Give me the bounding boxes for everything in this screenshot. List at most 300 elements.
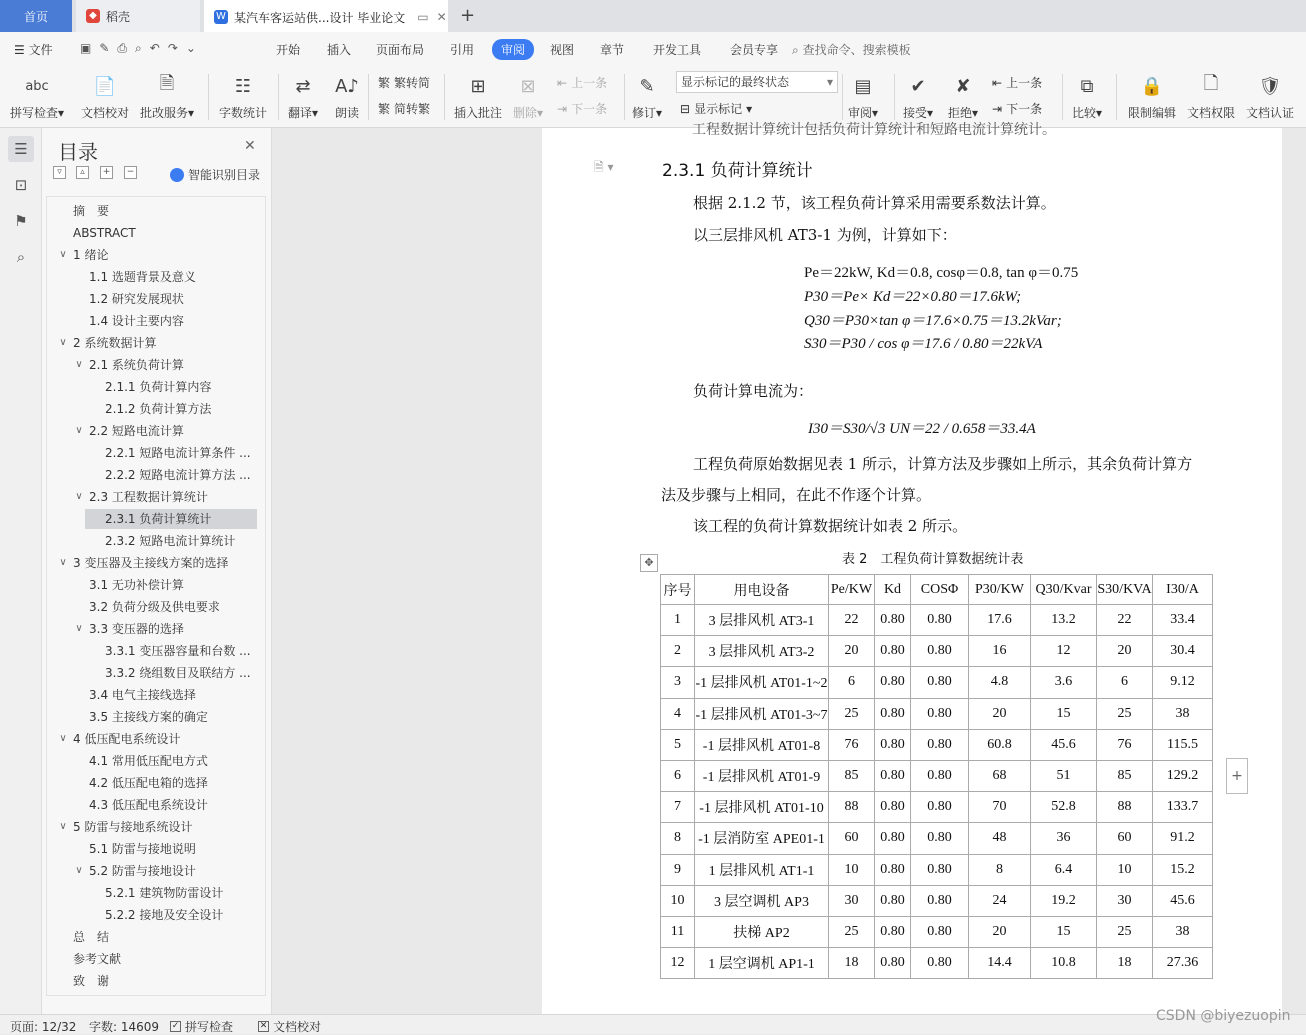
table-cell[interactable]: 6.4 — [1031, 854, 1097, 885]
doc-permission-label: 文档权限 — [1187, 106, 1236, 120]
toc-item[interactable]: 3.3 变压器的选择 — [89, 622, 184, 636]
toc-item[interactable]: 1.4 设计主要内容 — [89, 314, 184, 328]
divider — [1116, 74, 1117, 120]
table-cell[interactable]: 70 — [969, 792, 1031, 823]
toc-item[interactable]: 2.3.1 负荷计算统计 — [85, 509, 257, 529]
table-cell[interactable]: -1 层排风机 AT01-3~7 — [695, 698, 829, 729]
table-cell[interactable]: 15 — [1031, 698, 1097, 729]
table-cell[interactable]: 0.80 — [875, 667, 911, 698]
table-header-cell: COSΦ — [911, 575, 969, 605]
table-header-cell: Kd — [875, 575, 911, 605]
toc-item[interactable]: 总 结 — [73, 930, 110, 944]
annotate-service-button[interactable]: 🗎 批改服务▾ — [140, 73, 195, 120]
search-icon[interactable]: ⌕ — [16, 248, 26, 266]
table-cell[interactable]: 7 — [661, 792, 695, 823]
table-cell[interactable]: 20 — [829, 636, 875, 667]
tab-document-label: 某汽车客运站供...设计 毕业论文 — [234, 10, 406, 25]
paragraph: 法及步骤与上相同，在此不作逐个计算。 — [661, 486, 932, 504]
table-cell[interactable]: 33.4 — [1153, 605, 1213, 636]
table-cell[interactable]: 9.12 — [1153, 667, 1213, 698]
table-cell[interactable]: 30.4 — [1153, 636, 1213, 667]
table-cell[interactable]: 22 — [1097, 605, 1153, 636]
add-comment-side-button[interactable]: + — [1226, 758, 1248, 794]
table-cell[interactable]: 0.80 — [911, 760, 969, 791]
table-cell[interactable]: 0.80 — [875, 916, 911, 947]
chevron-down-icon[interactable]: ∨ — [59, 249, 67, 260]
doc-certify-label: 文档认证 — [1246, 106, 1295, 120]
add-item-icon[interactable]: + — [100, 166, 113, 179]
formula-line: Q30＝P30×tan φ＝17.6×0.75＝13.2kVar; — [804, 313, 1062, 329]
traditional-convert-button[interactable] — [378, 100, 430, 117]
doc-permission-button[interactable] — [1187, 72, 1235, 122]
translate-label: 翻译 — [288, 106, 313, 120]
close-icon[interactable]: ✕ — [244, 138, 256, 154]
table-cell[interactable]: 60 — [829, 823, 875, 854]
remove-item-icon[interactable]: − — [124, 166, 137, 179]
table-cell[interactable]: 45.6 — [1031, 729, 1097, 760]
toc-panel-icon[interactable]: ☰ — [8, 136, 34, 162]
toc-item[interactable]: 5.2.2 接地及安全设计 — [105, 908, 224, 922]
toc-item[interactable]: 3.2 负荷分级及供电要求 — [89, 600, 220, 614]
next-comment-button[interactable] — [557, 100, 607, 117]
simplified-convert-button[interactable] — [378, 74, 430, 91]
menu-dev-tools[interactable]: 开发工具 — [653, 43, 702, 57]
spell-check-status[interactable] — [170, 1018, 233, 1035]
toc-item[interactable]: 2.2.1 短路电流计算条件 ... — [105, 446, 251, 460]
table-cell[interactable]: 8 — [661, 823, 695, 854]
table-cell[interactable]: 1 — [661, 605, 695, 636]
chevron-down-icon[interactable]: ∨ — [75, 425, 83, 436]
table-cell[interactable]: 0.80 — [911, 729, 969, 760]
table-cell[interactable]: 14.4 — [969, 948, 1031, 979]
toc-item[interactable]: 4.2 低压配电箱的选择 — [89, 776, 208, 790]
table-header-cell: I30/A — [1153, 575, 1213, 605]
chevron-down-icon[interactable]: ∨ — [59, 821, 67, 832]
table-cell[interactable]: 20 — [1097, 636, 1153, 667]
reject-label: 拒绝 — [948, 106, 973, 120]
table-cell[interactable]: 115.5 — [1153, 729, 1213, 760]
delete-comment-button[interactable]: ⊠ 删除▾ — [513, 72, 543, 122]
toc-item[interactable]: 2.3.2 短路电流计算统计 — [105, 534, 236, 548]
table-cell[interactable]: 25 — [1097, 698, 1153, 729]
table-cell[interactable]: -1 层排风机 AT01-10 — [695, 792, 829, 823]
toc-item[interactable]: 2.1 系统负荷计算 — [89, 358, 184, 372]
prev-comment-label: 上一条 — [571, 76, 608, 90]
table-cell[interactable]: 4.8 — [969, 667, 1031, 698]
redo-icon[interactable]: ↷ — [167, 41, 186, 55]
toc-item[interactable]: 2.1.2 负荷计算方法 — [105, 402, 212, 416]
menu-reference[interactable]: 引用 — [450, 43, 475, 57]
toc-item[interactable]: 参考文献 — [73, 952, 122, 966]
table-cell[interactable]: 36 — [1031, 823, 1097, 854]
delete-comment-icon: ⊠ — [520, 75, 536, 97]
table-cell[interactable]: 6 — [1097, 667, 1153, 698]
table-header-cell: P30/KW — [969, 575, 1031, 605]
tab-home[interactable] — [0, 0, 72, 32]
table-cell[interactable]: 38 — [1153, 916, 1213, 947]
delete-comment-label: 删除 — [513, 106, 538, 120]
revise-button[interactable]: ✎ 修订▾ — [632, 72, 662, 122]
undo-icon[interactable]: ↶ — [149, 41, 168, 55]
smart-toc-button[interactable] — [170, 166, 260, 183]
chevron-down-icon[interactable]: ∨ — [75, 623, 83, 634]
table-row — [661, 885, 1213, 916]
table-cell[interactable]: 10 — [661, 885, 695, 916]
side-toolbar — [0, 128, 42, 1014]
doc-proof-status-label: 文档校对 — [273, 1020, 322, 1034]
table-cell[interactable]: 68 — [969, 760, 1031, 791]
table-cell[interactable]: 76 — [1097, 729, 1153, 760]
table-cell[interactable]: 20 — [969, 916, 1031, 947]
doc-proof-status[interactable] — [258, 1018, 321, 1035]
annotate-service-label: 批改服务 — [140, 106, 189, 120]
formula-line: S30＝P30 / cos φ＝17.6 / 0.80＝22kVA — [804, 336, 1043, 352]
chevron-down-icon[interactable]: ∨ — [59, 557, 67, 568]
chevron-down-icon[interactable]: ∨ — [75, 359, 83, 370]
table-cell[interactable]: 88 — [829, 792, 875, 823]
page-indicator-label: 页面: 12/32 — [10, 1020, 77, 1034]
insert-comment-label: 插入批注 — [454, 106, 503, 120]
simplified-convert-label: 繁转简 — [394, 76, 431, 90]
command-search-label: 查找命令、搜索模板 — [802, 43, 911, 57]
file-menu-label: 文件 — [28, 43, 53, 57]
table-cell[interactable]: 4 — [661, 698, 695, 729]
table-cell[interactable]: 0.80 — [911, 823, 969, 854]
table-cell[interactable]: 3 层排风机 AT3-2 — [695, 636, 829, 667]
compare-label: 比较 — [1072, 106, 1097, 120]
chevron-down-icon[interactable]: ∨ — [59, 733, 67, 744]
table-cell[interactable]: 12 — [1031, 636, 1097, 667]
table-cell[interactable]: 0.80 — [875, 854, 911, 885]
save-icon[interactable]: ▣ — [80, 41, 100, 55]
reject-icon: ✘ — [955, 75, 971, 97]
toc-item[interactable]: 4.3 低压配电系统设计 — [89, 798, 208, 812]
paragraph-icon[interactable]: 🗎 ▾ — [594, 160, 614, 174]
table-cell[interactable]: 20 — [969, 698, 1031, 729]
table-cell[interactable]: 13.2 — [1031, 605, 1097, 636]
toc-item[interactable]: 2.2 短路电流计算 — [89, 424, 184, 438]
table-cell[interactable]: 19.2 — [1031, 885, 1097, 916]
command-search[interactable] — [792, 41, 911, 58]
next-change-button[interactable] — [992, 100, 1042, 117]
markup-status-value: 显示标记的最终状态 — [681, 75, 790, 89]
table-cell[interactable]: 38 — [1153, 698, 1213, 729]
search-icon: ⌕ — [792, 43, 799, 57]
table-cell[interactable]: 60 — [1097, 823, 1153, 854]
spell-check-button[interactable]: abc 拼写检查▾ — [10, 72, 64, 122]
table-cell[interactable]: 0.80 — [911, 792, 969, 823]
table-cell[interactable]: 10 — [829, 854, 875, 885]
table-cell[interactable]: 0.80 — [911, 698, 969, 729]
print-icon[interactable]: ⎙ — [117, 41, 136, 55]
screen-icon[interactable]: ▭ — [417, 10, 429, 24]
table-cell[interactable]: 10.8 — [1031, 948, 1097, 979]
toc-item[interactable]: 2.3 工程数据计算统计 — [89, 490, 208, 504]
menu-member[interactable]: 会员专享 — [730, 43, 779, 57]
table-cell[interactable]: 0.80 — [875, 823, 911, 854]
accept-button[interactable]: ✔ 接受▾ — [903, 72, 933, 122]
review-ribbon — [0, 66, 1306, 128]
table-cell[interactable]: 0.80 — [911, 916, 969, 947]
chevron-down-icon[interactable]: ∨ — [59, 337, 67, 348]
table-cell[interactable]: 3 层排风机 AT3-1 — [695, 605, 829, 636]
table-cell[interactable]: 52.8 — [1031, 792, 1097, 823]
table-cell[interactable]: 24 — [969, 885, 1031, 916]
menu-insert[interactable]: 插入 — [327, 43, 352, 57]
daoke-logo-icon: ◆ — [86, 9, 100, 23]
doc-proof-button[interactable] — [81, 72, 129, 122]
table-cell[interactable]: 45.6 — [1153, 885, 1213, 916]
new-tab-button[interactable]: + — [460, 5, 476, 26]
paragraph: 以三层排风机 AT3-1 为例，计算如下： — [693, 226, 957, 244]
toc-title: 目录 — [58, 140, 98, 164]
table-cell[interactable]: 2 — [661, 636, 695, 667]
show-markup-icon: ⊟ — [680, 101, 691, 116]
table-cell[interactable]: 0.80 — [911, 667, 969, 698]
toc-item[interactable]: 2.2.2 短路电流计算方法 ... — [105, 468, 251, 482]
word-doc-icon: W — [214, 10, 228, 24]
toc-item[interactable]: 5.2.1 建筑物防雷设计 — [105, 886, 224, 900]
accept-label: 接受 — [903, 106, 928, 120]
toc-item[interactable]: 1.1 选题背景及意义 — [89, 270, 196, 284]
table-row — [661, 948, 1213, 979]
table-caption: 表 2 工程负荷计算数据统计表 — [842, 552, 1024, 567]
table-cell[interactable]: 129.2 — [1153, 760, 1213, 791]
table-cell[interactable]: 30 — [829, 885, 875, 916]
table-cell[interactable]: 25 — [1097, 916, 1153, 947]
table-cell[interactable]: 27.36 — [1153, 948, 1213, 979]
table-cell[interactable]: 0.80 — [875, 792, 911, 823]
divider — [1062, 74, 1063, 120]
read-aloud-button[interactable] — [333, 72, 361, 122]
paragraph: 该工程的负荷计算数据统计如表 2 所示。 — [693, 517, 968, 535]
prev-change-button[interactable] — [992, 74, 1042, 91]
table-cell[interactable]: 1 层排风机 AT1-1 — [695, 854, 829, 885]
file-menu[interactable] — [14, 41, 53, 58]
chevron-down-icon[interactable]: ∨ — [75, 491, 83, 502]
show-markup-label: 显示标记 — [694, 102, 743, 116]
permission-icon: 🗋 — [1203, 73, 1219, 94]
word-count-indicator-label: 字数: 14609 — [89, 1020, 160, 1034]
table-cell[interactable]: 0.80 — [911, 605, 969, 636]
close-icon[interactable]: ✕ — [436, 10, 447, 24]
table-cell[interactable]: 11 — [661, 916, 695, 947]
table-cell[interactable]: 48 — [969, 823, 1031, 854]
clipped-line: 工程数据计算统计包括负荷计算统计和短路电流计算统计。 — [692, 122, 1056, 138]
toc-list — [46, 196, 266, 996]
table-header-cell: 序号 — [661, 575, 695, 605]
tab-document[interactable] — [204, 0, 448, 32]
table-cell[interactable]: 0.80 — [875, 948, 911, 979]
preview-icon[interactable]: ⌕ — [135, 41, 150, 55]
smart-toc-icon — [170, 168, 184, 182]
annotate-service-icon: 🗎 — [159, 73, 175, 94]
table-cell[interactable]: 5 — [661, 729, 695, 760]
table-cell[interactable]: 133.7 — [1153, 792, 1213, 823]
table-cell[interactable]: -1 层消防室 APE01-1 — [695, 823, 829, 854]
menu-page-layout[interactable]: 页面布局 — [376, 43, 425, 57]
table-cell[interactable]: 88 — [1097, 792, 1153, 823]
table-cell[interactable]: 10 — [1097, 854, 1153, 885]
review-pane-label: 审阅 — [848, 106, 873, 120]
table-cell[interactable]: 60.8 — [969, 729, 1031, 760]
toc-item[interactable]: 3.1 无功补偿计算 — [89, 578, 184, 592]
menu-bar — [0, 32, 1306, 66]
table-cell[interactable]: 6 — [829, 667, 875, 698]
table-cell[interactable]: 0.80 — [911, 885, 969, 916]
show-markup-button[interactable]: ⊟ 显示标记 ▾ — [680, 101, 753, 116]
table-header-cell: 用电设备 — [695, 575, 829, 605]
expand-up-icon[interactable]: ▵ — [76, 166, 89, 179]
lock-icon: 🔒 — [1140, 75, 1164, 97]
formula-line: Pe＝22kW, Kd＝0.8, cosφ＝0.8, tan φ＝0.75 — [804, 265, 1079, 281]
bookmark-icon[interactable]: ⚑ — [14, 212, 28, 230]
convert-icon: 繁 — [378, 102, 391, 116]
doc-proof-icon: 📄 — [93, 75, 117, 97]
word-count-indicator[interactable] — [89, 1018, 159, 1035]
table-cell[interactable]: 85 — [829, 760, 875, 791]
toc-item[interactable]: 3.5 主接线方案的确定 — [89, 710, 208, 724]
restrict-edit-button[interactable] — [1128, 72, 1176, 122]
toc-item[interactable]: 3 变压器及主接线方案的选择 — [73, 556, 229, 570]
table-cell[interactable]: 3 — [661, 667, 695, 698]
toc-item[interactable]: 1.2 研究发展现状 — [89, 292, 184, 306]
table-row — [661, 636, 1213, 667]
table-cell[interactable]: 91.2 — [1153, 823, 1213, 854]
table-cell[interactable]: 0.80 — [875, 729, 911, 760]
table-cell[interactable]: 76 — [829, 729, 875, 760]
table-cell[interactable]: 3.6 — [1031, 667, 1097, 698]
chevron-down-icon[interactable]: ∨ — [75, 865, 83, 876]
toc-item[interactable]: 摘 要 — [73, 204, 110, 218]
tab-daoke[interactable] — [76, 0, 200, 32]
markup-status-select[interactable] — [676, 71, 838, 93]
toc-item[interactable]: 3.3.2 绕组数目及联结方 ... — [105, 666, 251, 680]
table-cell[interactable]: 30 — [1097, 885, 1153, 916]
doc-certify-button[interactable] — [1246, 72, 1294, 122]
toc-item[interactable]: 4 低压配电系统设计 — [73, 732, 181, 746]
compare-icon: ⧉ — [1080, 75, 1094, 97]
table-cell[interactable]: 22 — [829, 605, 875, 636]
paragraph: 负荷计算电流为： — [693, 382, 814, 400]
toc-item[interactable]: 5 防雷与接地系统设计 — [73, 820, 193, 834]
table-cell[interactable]: -1 层排风机 AT01-8 — [695, 729, 829, 760]
table-cell[interactable]: 18 — [1097, 948, 1153, 979]
menu-start[interactable]: 开始 — [276, 43, 301, 57]
table-cell[interactable]: 18 — [829, 948, 875, 979]
table-cell[interactable]: 0.80 — [875, 636, 911, 667]
table-row — [661, 605, 1213, 636]
toc-item[interactable]: 2.1.1 负荷计算内容 — [105, 380, 212, 394]
prev-comment-button[interactable] — [557, 74, 607, 91]
table-cell[interactable]: 12 — [661, 948, 695, 979]
review-pane-icon: ▤ — [854, 75, 872, 97]
chapter-nav-icon[interactable]: ⊡ — [14, 176, 28, 194]
prev-comment-icon: ⇤ — [557, 75, 568, 90]
more-icon[interactable]: ⌄ — [185, 41, 204, 55]
document-page — [542, 122, 1282, 1014]
table-cell[interactable]: 0.80 — [875, 605, 911, 636]
toc-item[interactable]: 5.1 防雷与接地说明 — [89, 842, 196, 856]
compare-button[interactable]: ⧉ 比较▾ — [1072, 72, 1102, 122]
quick-access-toolbar[interactable] — [80, 41, 204, 56]
collapse-all-icon[interactable]: ▿ — [53, 166, 66, 179]
divider — [444, 74, 445, 120]
insert-comment-icon: ⊞ — [470, 75, 486, 97]
paragraph: 工程负荷原始数据见表 1 所示，计算方法及步骤如上所示，其余负荷计算方 — [693, 455, 1193, 473]
table-cell[interactable]: 0.80 — [911, 948, 969, 979]
toc-item[interactable]: 3.4 电气主接线选择 — [89, 688, 196, 702]
table-cell[interactable]: 扶梯 AP2 — [695, 916, 829, 947]
toc-pane — [42, 128, 272, 1014]
table-cell[interactable]: 0.80 — [875, 698, 911, 729]
table-header-cell: Q30/Kvar — [1031, 575, 1097, 605]
menu-view[interactable]: 视图 — [550, 43, 575, 57]
translate-button[interactable]: ⇄ 翻译▾ — [288, 72, 318, 122]
table-row — [661, 823, 1213, 854]
table-cell[interactable]: 1 层空调机 AP1-1 — [695, 948, 829, 979]
table-cell[interactable]: 0.80 — [875, 885, 911, 916]
toc-item[interactable]: 5.2 防雷与接地设计 — [89, 864, 196, 878]
table-cell[interactable]: 6 — [661, 760, 695, 791]
menu-review[interactable]: 审阅 — [492, 39, 534, 60]
page-indicator[interactable] — [10, 1018, 76, 1035]
table-cell[interactable]: 0.80 — [875, 760, 911, 791]
table-cell[interactable]: -1 层排风机 AT01-9 — [695, 760, 829, 791]
toc-item[interactable]: 2 系统数据计算 — [73, 336, 157, 350]
table-cell[interactable]: 15 — [1031, 916, 1097, 947]
tab-bar — [0, 0, 1306, 32]
format-painter-icon[interactable]: ✎ — [99, 41, 118, 55]
formula-line: I30＝S30/√3 UN＝22 / 0.658＝33.4A — [808, 421, 1036, 437]
toc-item[interactable]: 4.1 常用低压配电方式 — [89, 754, 208, 768]
table-cell[interactable]: 25 — [829, 916, 875, 947]
next-change-label: 下一条 — [1006, 102, 1043, 116]
table-row — [661, 916, 1213, 947]
insert-comment-button[interactable] — [454, 72, 502, 122]
table-body — [661, 605, 1213, 979]
review-pane-button[interactable]: ▤ 审阅▾ — [848, 72, 878, 122]
table-cell[interactable]: 9 — [661, 854, 695, 885]
table-cell[interactable]: 25 — [829, 698, 875, 729]
divider — [368, 74, 369, 120]
read-aloud-icon: A♪ — [335, 75, 359, 97]
menu-chapter[interactable]: 章节 — [600, 43, 625, 57]
toc-item[interactable]: 3.3.1 变压器容量和台数 ... — [105, 644, 251, 658]
table-move-handle[interactable]: ✥ — [640, 554, 658, 572]
table-header-cell: S30/KVA — [1097, 575, 1153, 605]
table-cell[interactable]: -1 层排风机 AT01-1~2 — [695, 667, 829, 698]
table-cell[interactable]: 17.6 — [969, 605, 1031, 636]
divider — [208, 74, 209, 120]
table-cell[interactable]: 0.80 — [911, 636, 969, 667]
word-count-button[interactable] — [219, 72, 267, 122]
table-cell[interactable]: 51 — [1031, 760, 1097, 791]
toc-item[interactable]: ABSTRACT — [73, 226, 136, 240]
toc-item[interactable]: 1 绪论 — [73, 248, 109, 262]
table-cell[interactable]: 85 — [1097, 760, 1153, 791]
table-cell[interactable]: 16 — [969, 636, 1031, 667]
table-cell[interactable]: 3 层空调机 AP3 — [695, 885, 829, 916]
toc-item[interactable]: 致 谢 — [73, 974, 110, 988]
table-cell[interactable]: 8 — [969, 854, 1031, 885]
table-cell[interactable]: 15.2 — [1153, 854, 1213, 885]
table-cell[interactable]: 0.80 — [911, 854, 969, 885]
revise-icon: ✎ — [639, 75, 655, 97]
reject-button[interactable]: ✘ 拒绝▾ — [948, 72, 978, 122]
table-header-row — [661, 575, 1213, 605]
tab-home-label: 首页 — [23, 9, 48, 24]
